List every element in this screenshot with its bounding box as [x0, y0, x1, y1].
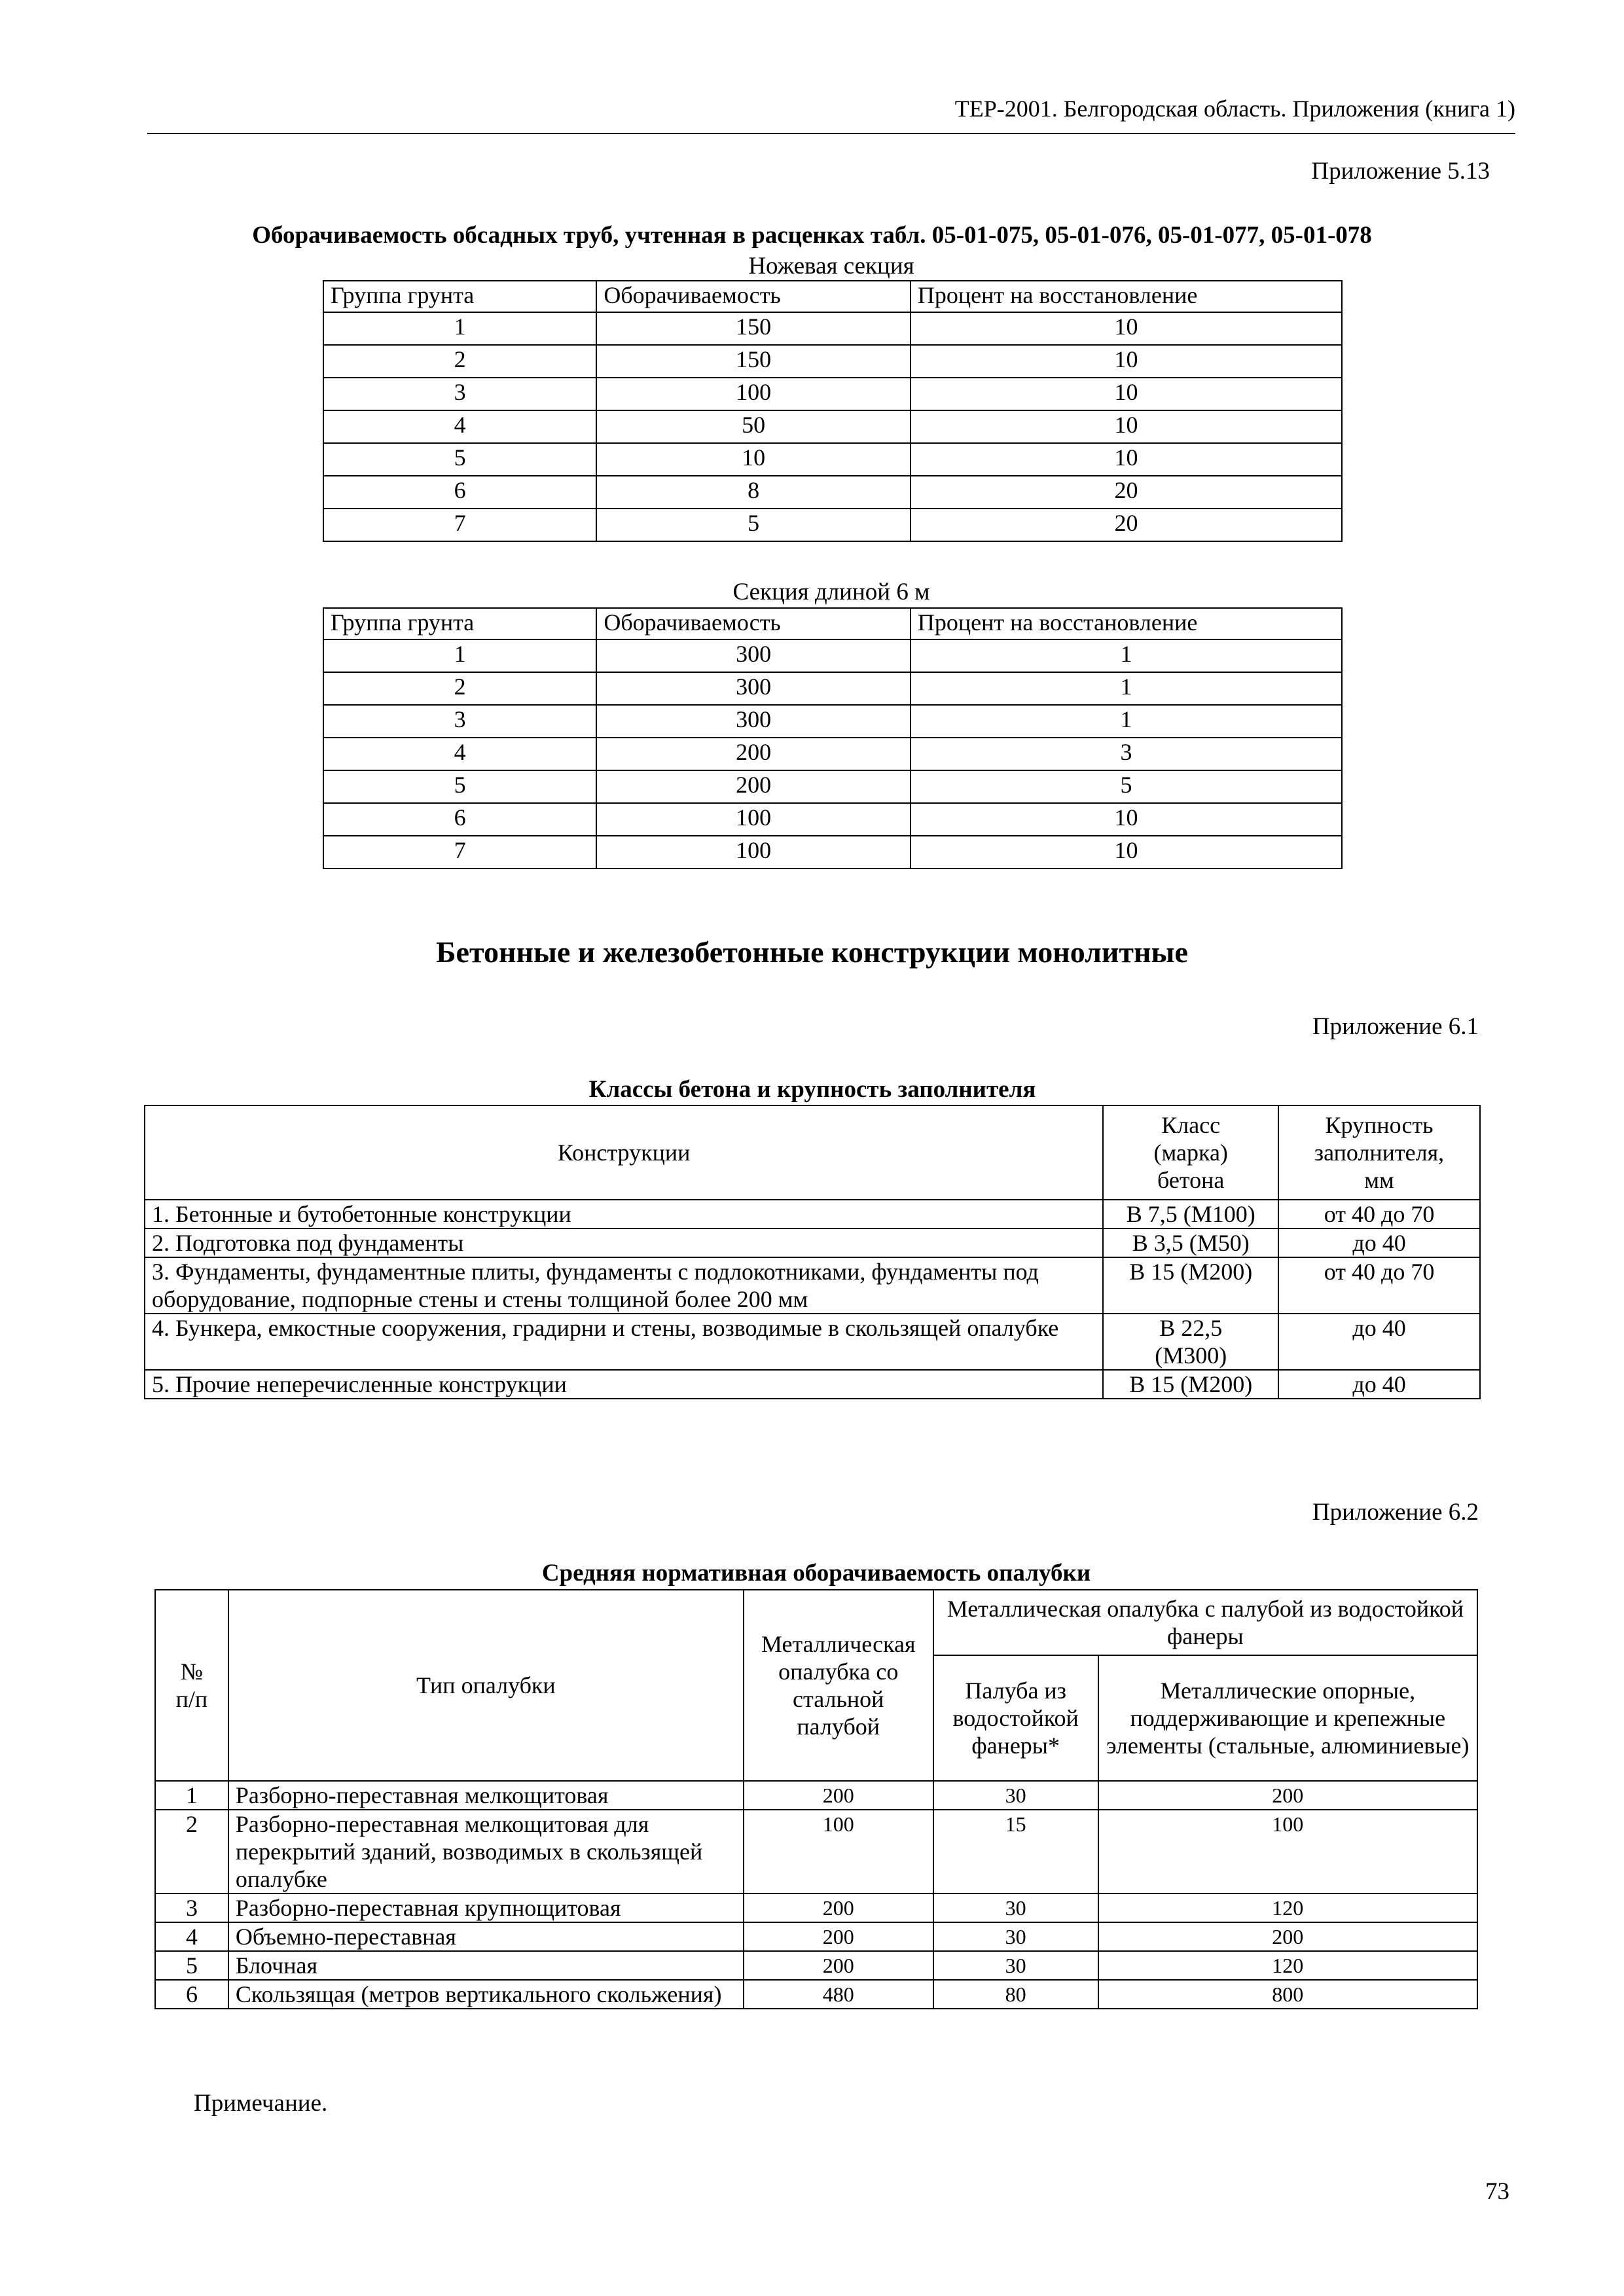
header-ground-group: Группа грунта [323, 608, 596, 639]
table-row [323, 639, 1342, 672]
table-row [323, 476, 1342, 509]
class-cell: В 15 (М200) [1103, 1370, 1278, 1399]
formwork-type-cell: Разборно-переставная крупнощитовая [228, 1893, 744, 1922]
table-cell: 10 [911, 378, 1342, 410]
class-cell: В 22,5 (М300) [1103, 1314, 1278, 1370]
table-row [145, 1314, 1480, 1370]
plywood-value-cell: 30 [933, 1781, 1098, 1810]
header-aggregate-size: Крупность заполнителя, мм [1278, 1105, 1480, 1200]
table1-caption: Ножевая секция [748, 253, 914, 279]
table-cell: 300 [596, 639, 911, 672]
plywood-value-cell: 30 [933, 1893, 1098, 1922]
table-cell: 10 [911, 443, 1342, 476]
table-cell: 20 [911, 476, 1342, 509]
header-plywood-deck: Палуба из водостойкой фанеры* [933, 1655, 1098, 1781]
table-cell: 10 [911, 410, 1342, 443]
header-metal-formwork: Металлическая опалубка со стальной палубой [744, 1590, 933, 1781]
table-row [323, 312, 1342, 345]
table-cell: 1 [911, 705, 1342, 738]
table-row [145, 1200, 1480, 1229]
six-m-section-header-row [323, 608, 1342, 639]
aggregate-cell: от 40 до 70 [1278, 1257, 1480, 1314]
table-cell: 1 [911, 672, 1342, 705]
formwork-type-cell: Блочная [228, 1951, 744, 1980]
metal-value-cell: 200 [744, 1893, 933, 1922]
page-number: 73 [1485, 2178, 1509, 2205]
support-value-cell: 200 [1098, 1781, 1477, 1810]
table-cell: 4 [323, 410, 596, 443]
header-turnover: Оборачиваемость [596, 608, 911, 639]
header-ground-group: Группа грунта [323, 281, 596, 312]
header-support-elements: Металлические опорные, поддерживающие и крепежные элементы (стальные, алюминиевые) [1098, 1655, 1477, 1781]
table2-caption: Секция длиной 6 м [732, 579, 930, 605]
table-title-formwork: Средняя нормативная оборачиваемость опалубки [541, 1560, 1091, 1587]
table-cell: 3 [911, 738, 1342, 770]
table-row [323, 836, 1342, 869]
table-cell: 100 [596, 836, 911, 869]
table-row [323, 443, 1342, 476]
table-cell: 10 [911, 345, 1342, 378]
support-value-cell: 200 [1098, 1922, 1477, 1951]
header-number: № п/п [155, 1590, 228, 1781]
table-cell: 8 [596, 476, 911, 509]
table-row [323, 803, 1342, 836]
table-row [323, 410, 1342, 443]
table-row [323, 672, 1342, 705]
table-cell: 7 [323, 509, 596, 541]
formwork-type-cell: Разборно-переставная мелкощитовая для перекрытий зданий, возводимых в скользящей опалубке [228, 1810, 744, 1893]
table-title-casing-pipes: Оборачиваемость обсадных труб, учтенная в расценках табл. 05-01-075, 05-01-076, 05-01-077, 05-01-078 [252, 222, 1372, 249]
table-cell: 10 [596, 443, 911, 476]
table-row [323, 705, 1342, 738]
support-value-cell: 100 [1098, 1810, 1477, 1893]
class-cell: В 15 (М200) [1103, 1257, 1278, 1314]
formwork-table [154, 1589, 1478, 2009]
table-cell: 20 [911, 509, 1342, 541]
table-cell: 3 [323, 378, 596, 410]
class-cell: В 3,5 (М50) [1103, 1229, 1278, 1257]
running-header [147, 95, 1515, 134]
metal-value-cell: 100 [744, 1810, 933, 1893]
table-row [145, 1370, 1480, 1399]
table-cell: 300 [596, 672, 911, 705]
table-cell: 300 [596, 705, 911, 738]
support-value-cell: 800 [1098, 1980, 1477, 2009]
support-value-cell: 120 [1098, 1893, 1477, 1922]
formwork-type-cell: Разборно-переставная мелкощитовая [228, 1781, 744, 1810]
table-cell: 150 [596, 345, 911, 378]
row-number-cell: 3 [155, 1893, 228, 1922]
table-row [155, 1980, 1477, 2009]
table-row [155, 1893, 1477, 1922]
table-title-concrete-classes: Классы бетона и крупность заполнителя [588, 1076, 1036, 1103]
note-label: Примечание. [194, 2090, 328, 2117]
section-title: Бетонные и железобетонные конструкции монолитные [436, 935, 1188, 969]
header-constructions: Конструкции [145, 1105, 1103, 1200]
header-restore-percent: Процент на восстановление [911, 281, 1342, 312]
table-cell: 50 [596, 410, 911, 443]
table-cell: 200 [596, 738, 911, 770]
running-header-text: ТЕР-2001. Белгородская область. Приложения (книга 1) [954, 96, 1515, 122]
construction-cell: 5. Прочие неперечисленные конструкции [145, 1370, 1103, 1399]
table-cell: 1 [911, 639, 1342, 672]
header-turnover: Оборачиваемость [596, 281, 911, 312]
aggregate-cell: до 40 [1278, 1314, 1480, 1370]
formwork-type-cell: Скользящая (метров вертикального скольжения) [228, 1980, 744, 2009]
table-row [155, 1922, 1477, 1951]
table-row [155, 1810, 1477, 1893]
formwork-type-cell: Объемно-переставная [228, 1922, 744, 1951]
table-cell: 2 [323, 672, 596, 705]
plywood-value-cell: 80 [933, 1980, 1098, 2009]
row-number-cell: 6 [155, 1980, 228, 2009]
table-cell: 200 [596, 770, 911, 803]
class-cell: В 7,5 (М100) [1103, 1200, 1278, 1229]
construction-cell: 2. Подготовка под фундаменты [145, 1229, 1103, 1257]
appendix-label-5-13: Приложение 5.13 [1311, 158, 1490, 185]
aggregate-cell: до 40 [1278, 1229, 1480, 1257]
concrete-classes-table [144, 1105, 1481, 1399]
table-cell: 5 [911, 770, 1342, 803]
table-row [155, 1951, 1477, 1980]
plywood-value-cell: 15 [933, 1810, 1098, 1893]
table-row [145, 1257, 1480, 1314]
row-number-cell: 5 [155, 1951, 228, 1980]
table-cell: 1 [323, 312, 596, 345]
table-row [323, 378, 1342, 410]
metal-value-cell: 200 [744, 1781, 933, 1810]
table-cell: 10 [911, 312, 1342, 345]
table-cell: 10 [911, 836, 1342, 869]
knife-section-header-row [323, 281, 1342, 312]
table-cell: 100 [596, 803, 911, 836]
table-cell: 6 [323, 476, 596, 509]
table-row [323, 738, 1342, 770]
casing-table-6m-section [323, 607, 1343, 869]
construction-cell: 1. Бетонные и бутобетонные конструкции [145, 1200, 1103, 1229]
header-formwork-type: Тип опалубки [228, 1590, 744, 1781]
table-row [323, 509, 1342, 541]
row-number-cell: 2 [155, 1810, 228, 1893]
casing-table-knife-section [323, 280, 1343, 542]
table-cell: 5 [596, 509, 911, 541]
table-cell: 10 [911, 803, 1342, 836]
table-row [323, 770, 1342, 803]
table-cell: 1 [323, 639, 596, 672]
plywood-value-cell: 30 [933, 1951, 1098, 1980]
header-plywood-formwork-group: Металлическая опалубка с палубой из водостойкой фанеры [933, 1590, 1477, 1655]
table-cell: 150 [596, 312, 911, 345]
construction-cell: 4. Бункера, емкостные сооружения, градирни и стены, возводимые в скользящей опалубке [145, 1314, 1103, 1370]
table-cell: 7 [323, 836, 596, 869]
metal-value-cell: 200 [744, 1951, 933, 1980]
table-row [145, 1229, 1480, 1257]
table-cell: 100 [596, 378, 911, 410]
header-restore-percent: Процент на восстановление [911, 608, 1342, 639]
metal-value-cell: 200 [744, 1922, 933, 1951]
table-cell: 6 [323, 803, 596, 836]
table-cell: 2 [323, 345, 596, 378]
aggregate-cell: до 40 [1278, 1370, 1480, 1399]
table-cell: 5 [323, 770, 596, 803]
metal-value-cell: 480 [744, 1980, 933, 2009]
row-number-cell: 4 [155, 1922, 228, 1951]
aggregate-cell: от 40 до 70 [1278, 1200, 1480, 1229]
header-concrete-class: Класс (марка) бетона [1103, 1105, 1278, 1200]
support-value-cell: 120 [1098, 1951, 1477, 1980]
table-cell: 5 [323, 443, 596, 476]
plywood-value-cell: 30 [933, 1922, 1098, 1951]
table-row [323, 345, 1342, 378]
table-row [155, 1781, 1477, 1810]
appendix-label-6-1: Приложение 6.1 [1312, 1013, 1479, 1040]
appendix-label-6-2: Приложение 6.2 [1312, 1499, 1479, 1526]
row-number-cell: 1 [155, 1781, 228, 1810]
construction-cell: 3. Фундаменты, фундаментные плиты, фундаменты с подлокотниками, фундаменты под оборудование, подпорные стены и стены толщиной более 200 мм [145, 1257, 1103, 1314]
table-cell: 4 [323, 738, 596, 770]
table-cell: 3 [323, 705, 596, 738]
